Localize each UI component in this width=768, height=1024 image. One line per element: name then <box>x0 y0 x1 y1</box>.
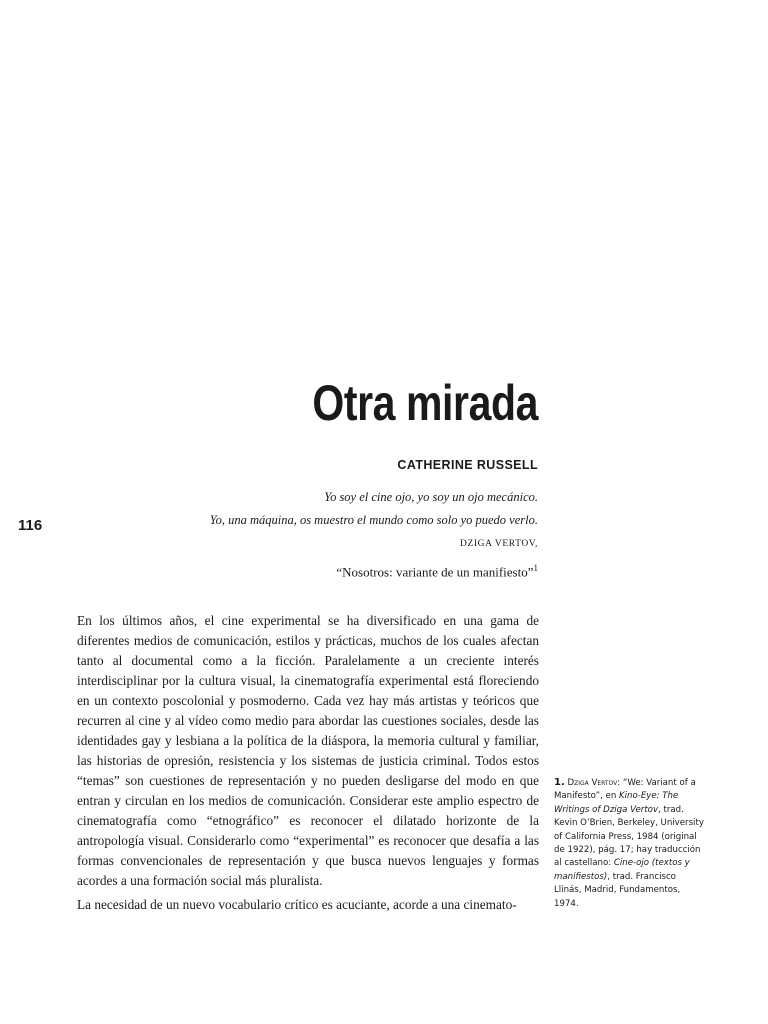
epigraph-line-1: Yo soy el cine ojo, yo soy un ojo mecánico. <box>324 490 538 504</box>
epigraph-source-title: “Nosotros: variante de un manifiesto” <box>336 564 534 580</box>
footnote-author: Dziga Vertov <box>567 778 618 788</box>
chapter-author: CATHERINE RUSSELL <box>397 458 538 472</box>
chapter-title: Otra mirada <box>312 375 538 431</box>
footnote-number: 1. <box>554 777 565 788</box>
epigraph-line-2: Yo, una máquina, os muestro el mundo como solo yo puedo verlo. <box>209 513 538 527</box>
epigraph <box>0 486 538 581</box>
page-number: 116 <box>18 517 43 534</box>
footnote-book-title-1: Kino-Eye: The Writings of Dziga Vertov <box>554 791 679 815</box>
body-text <box>77 611 539 919</box>
footnote-book-title-2: Cine-ojo (textos y manifiestos) <box>554 858 690 882</box>
epigraph-source <box>0 559 538 581</box>
footnote-reference[interactable]: 1 <box>533 563 538 573</box>
epigraph-attribution: DZIGA VERTOV, <box>460 539 538 549</box>
body-paragraph-2: La necesidad de un nuevo vocabulario crítico es acuciante, acorde a una cinemato- <box>77 897 517 912</box>
footnote <box>554 776 704 911</box>
footnote-text-2: , trad. Kevin O’Brien, Berkeley, University of California Press, 1984 (original de 1922), pág. 17; hay traducción al castellano: <box>554 804 704 869</box>
footnote-text-1: : “We: Variant of a Manifesto”, en <box>554 778 696 802</box>
footnote-text-3: , trad. Francisco Llinás, Madrid, Fundamentos, 1974. <box>554 871 681 909</box>
body-paragraph-1: En los últimos años, el cine experimental se ha diversificado en una gama de diferentes medios de comunicación, estilos y prácticas, muchos de los cuales afectan tanto al documental como a la ficción. Paralelamente a un creciente interés interdisciplinar por la cultura visual, la cinematografía experimental está floreciendo en un contexto poscolonial y posmoderno. Cada vez hay más artistas y teóricos que recurren al cine y al vídeo como medio para abordar las cuestiones sociales, desde las identidades gay y lesbiana a la política de la diáspora, la memoria cultural y familiar, las historias de opresión, resistencia y los sistemas de justicia criminal. Todos estos “temas” son cuestiones de representación y no pueden desligarse del modo en que entran y circulan en los medios de comunicación. Considerar este amplio espectro de cinematografía como “etnográfico” es reconocer el dilatado horizonte de la antropología visual. Considerarlo como “experimental” es reconocer que desafía a las formas convencionales de representación y que busca nuevos lenguajes y formas acordes a una formación social más pluralista. <box>77 613 539 888</box>
